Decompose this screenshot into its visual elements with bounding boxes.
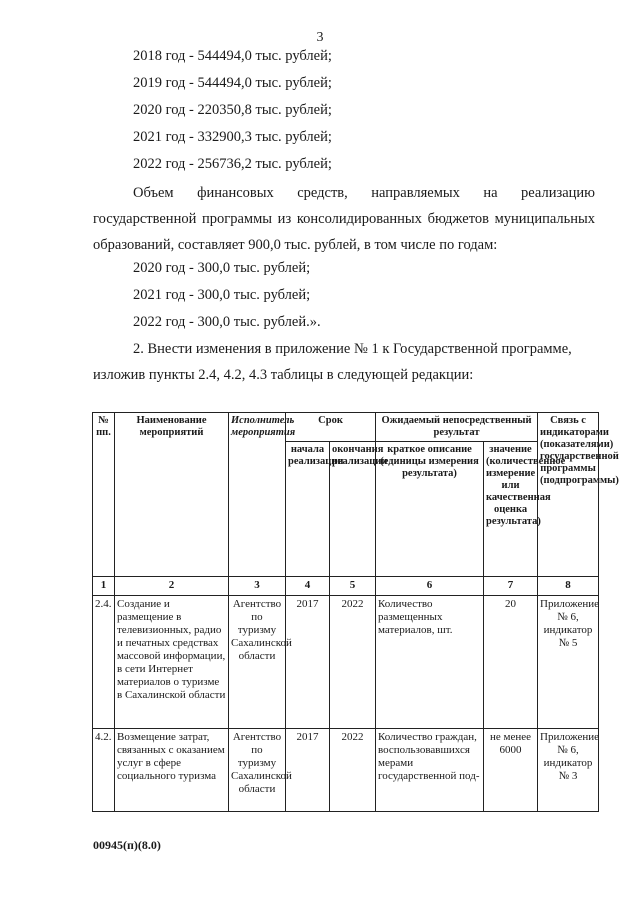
row-link: Приложение № 6, индикатор № 3: [538, 729, 599, 812]
table-row: [93, 596, 599, 729]
header-name: Наименование мероприятий: [115, 413, 229, 577]
column-number: 3: [229, 577, 286, 596]
column-number: 1: [93, 577, 115, 596]
budget-line-2018: 2018 год - 544494,0 тыс. рублей;: [133, 48, 332, 64]
municipal-line-2021: 2021 год - 300,0 тыс. рублей;: [133, 287, 311, 303]
header-result: Ожидаемый непосредственный результат: [376, 413, 538, 442]
column-number: 7: [484, 577, 538, 596]
column-number: 8: [538, 577, 599, 596]
column-number: 4: [286, 577, 330, 596]
column-number: 2: [115, 577, 229, 596]
budget-line-2020: 2020 год - 220350,8 тыс. рублей;: [133, 102, 332, 118]
header-executor: Исполнитель мероприятия: [229, 413, 286, 577]
row-end: 2022: [330, 729, 376, 812]
header-term: Срок: [286, 413, 376, 442]
header-result-value: значение (количественное измерение или качественная оценка результата): [484, 442, 538, 577]
row-name: Создание и размещение в телевизионных, радио и печатных средствах массовой информации, в сети Интернет материалов о туризме в Сахалинской области: [115, 596, 229, 729]
row-desc: Количество размещенных материалов, шт.: [376, 596, 484, 729]
header-num: № пп.: [93, 413, 115, 577]
row-executor: Агентство по туризму Сахалинской области: [229, 729, 286, 812]
paragraph-municipal-budget: [93, 180, 595, 258]
row-num: 4.2.: [93, 729, 115, 812]
header-link: Связь с индикаторами (показателями) государственной программы (подпрограммы): [538, 413, 599, 577]
header-term-end: окончания реализации: [330, 442, 376, 577]
page-number: 3: [316, 30, 324, 45]
budget-line-2019: 2019 год - 544494,0 тыс. рублей;: [133, 75, 332, 91]
measures-table: [92, 412, 619, 812]
column-number: 5: [330, 577, 376, 596]
table-row: [93, 729, 599, 812]
row-start: 2017: [286, 596, 330, 729]
header-term-start: начала реализации: [286, 442, 330, 577]
row-desc: Количество граждан, воспользовавшихся мерами государственной под-: [376, 729, 484, 812]
budget-line-2021: 2021 год - 332900,3 тыс. рублей;: [133, 129, 332, 145]
paragraph-amendment-first-line: 2. Внести изменения в приложение № 1 к Государственной программе,: [133, 341, 572, 357]
row-value: 20: [484, 596, 538, 729]
row-start: 2017: [286, 729, 330, 812]
row-link: Приложение № 6, индикатор № 5: [538, 596, 599, 729]
column-number: 6: [376, 577, 484, 596]
header-result-desc: краткое описание (единицы измерения результата): [376, 442, 484, 577]
row-executor: Агентство по туризму Сахалинской области: [229, 596, 286, 729]
column-numbers-row: [93, 577, 599, 596]
budget-line-2022: 2022 год - 256736,2 тыс. рублей;: [133, 156, 332, 172]
row-num: 2.4.: [93, 596, 115, 729]
paragraph-municipal-budget-text: Объем финансовых средств, направляемых на реализацию государственной программы из консолидированных бюджетов муниципальных образований, составляет 900,0 тыс. рублей, в том числе по годам:: [93, 185, 595, 253]
paragraph-amendment-second-line: изложив пункты 2.4, 4.2, 4.3 таблицы в следующей редакции:: [93, 367, 474, 383]
row-value: не менее 6000: [484, 729, 538, 812]
row-end: 2022: [330, 596, 376, 729]
municipal-line-2022: 2022 год - 300,0 тыс. рублей.».: [133, 314, 321, 330]
document-code: 00945(п)(8.0): [93, 838, 161, 852]
municipal-line-2020: 2020 год - 300,0 тыс. рублей;: [133, 260, 311, 276]
row-name: Возмещение затрат, связанных с оказанием услуг в сфере социального туризма: [115, 729, 229, 812]
